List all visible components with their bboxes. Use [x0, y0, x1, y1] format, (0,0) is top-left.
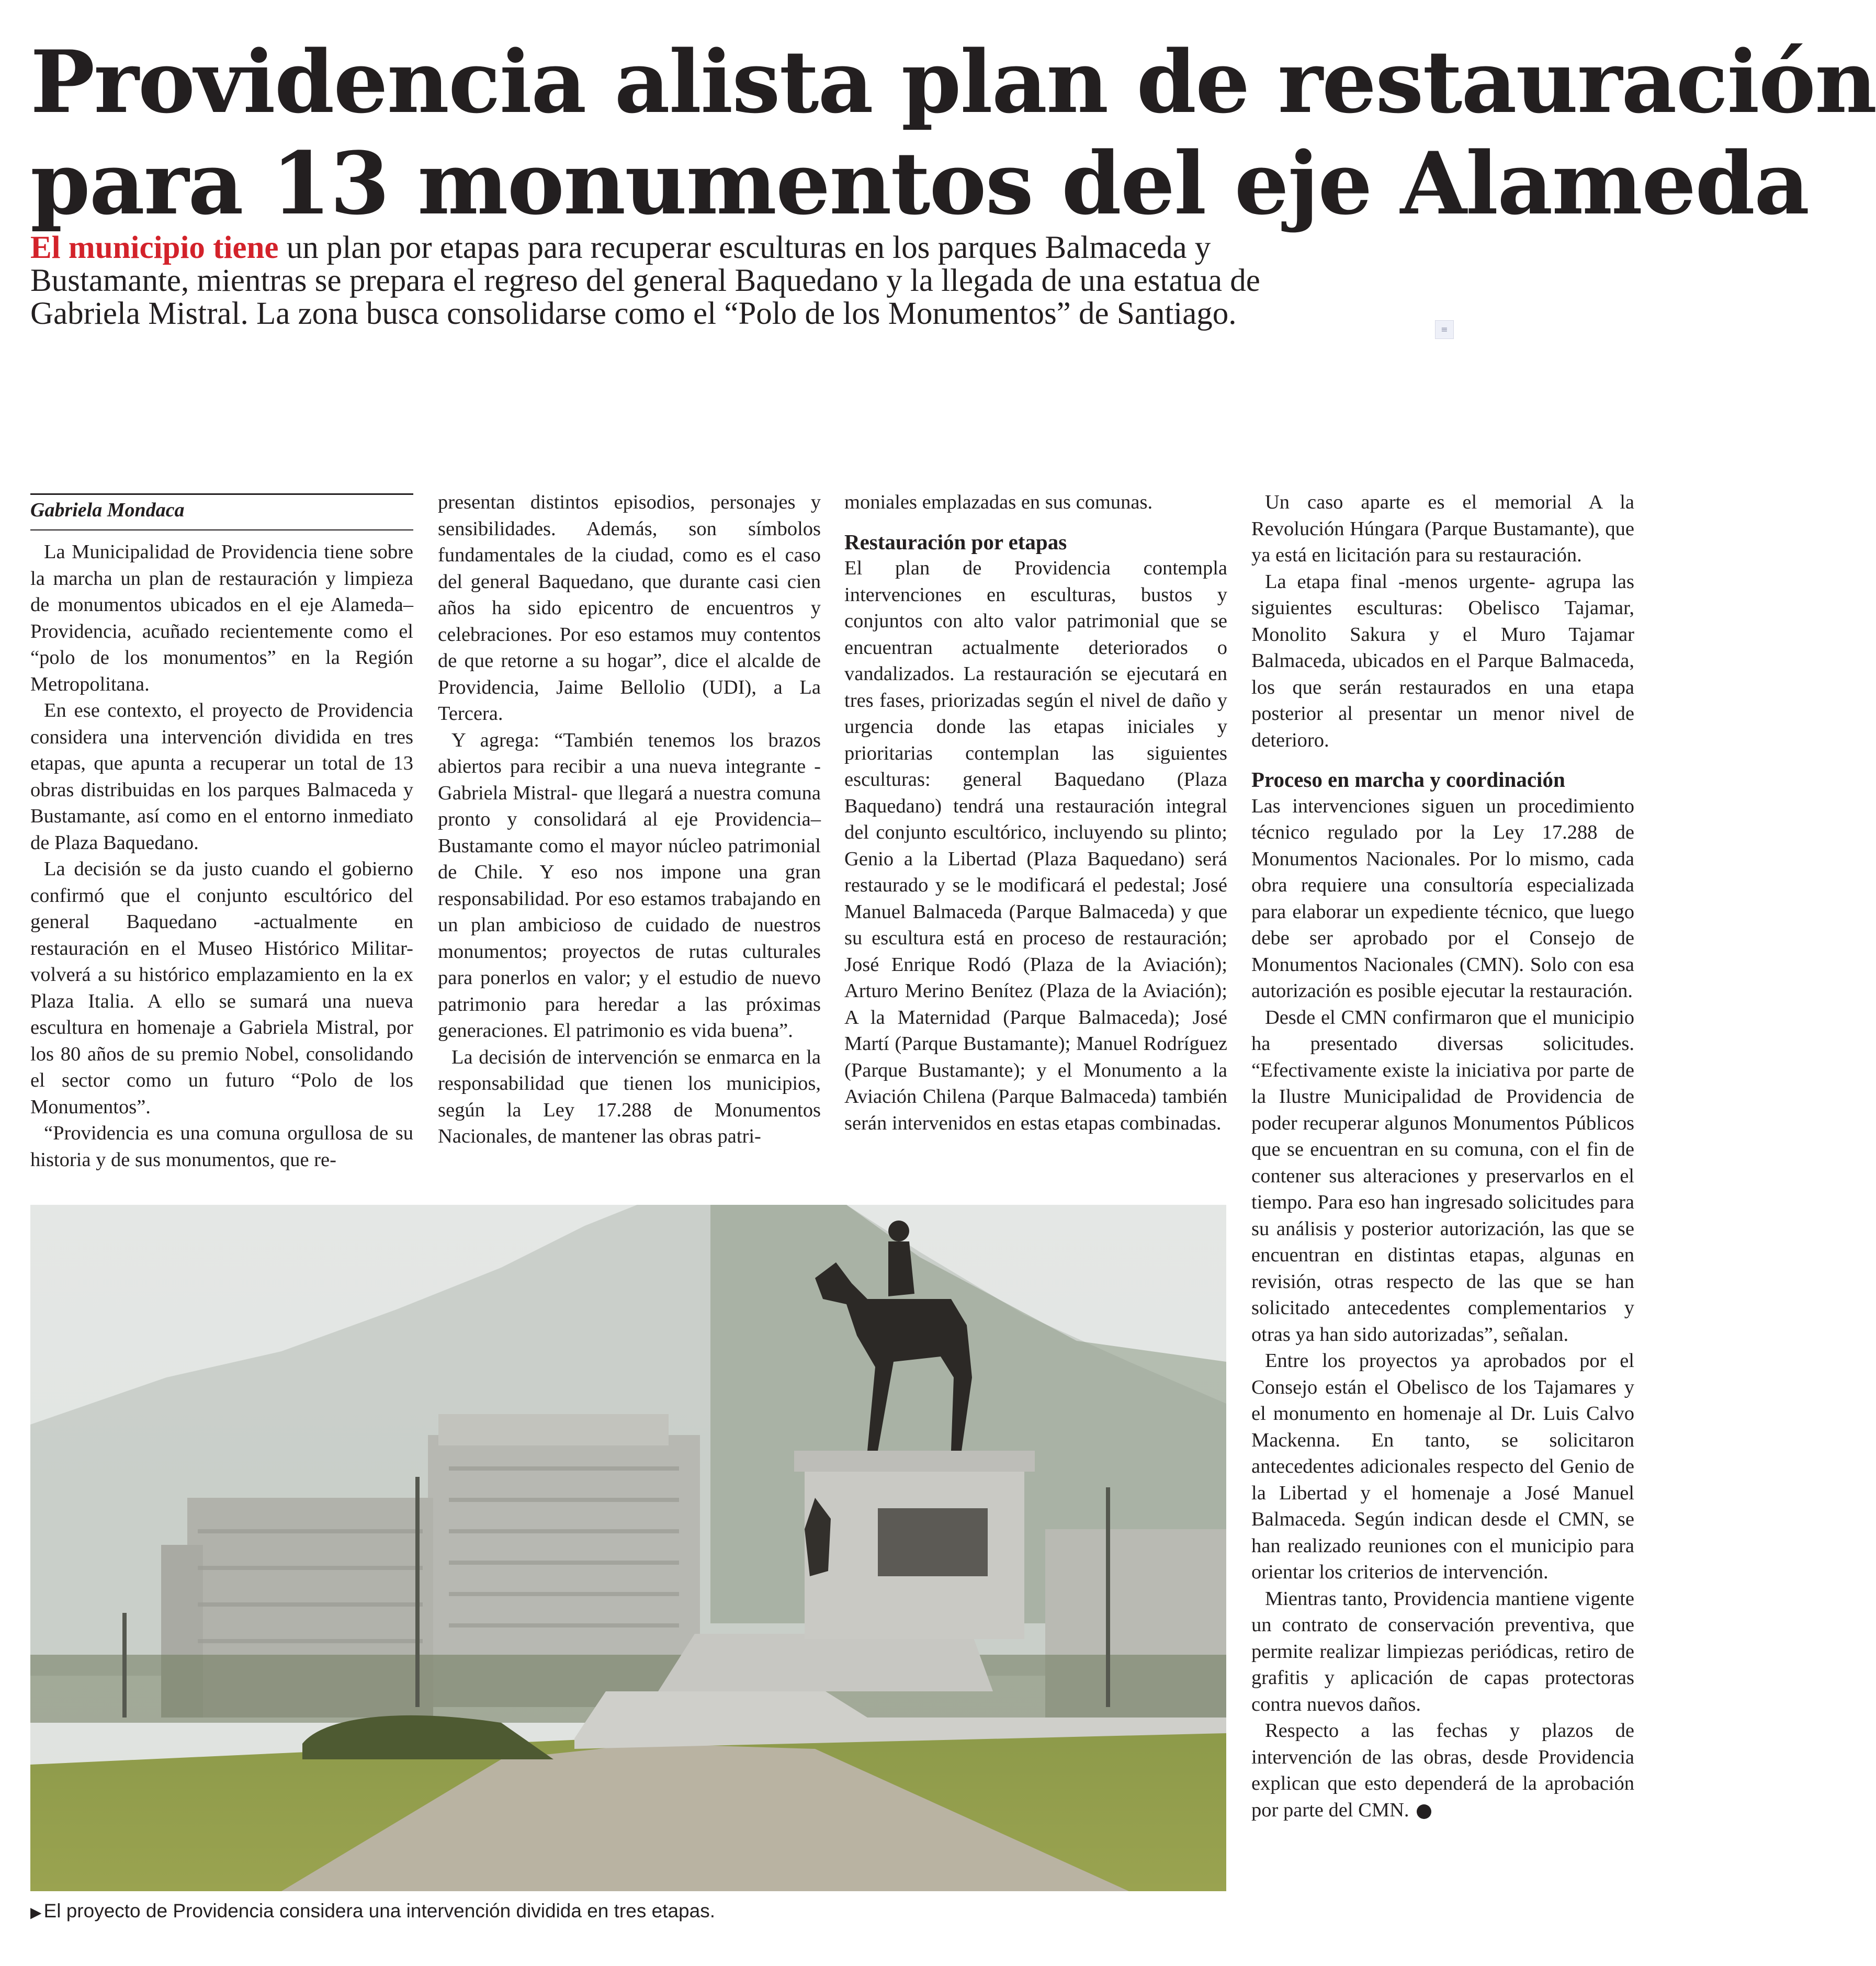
paragraph — [1251, 1718, 1634, 1823]
headline-line-2: para 13 monumentos del eje Alameda — [30, 133, 1809, 234]
headline-line-1: Providencia alista plan de restauración — [30, 31, 1876, 132]
article-column-2 — [438, 489, 821, 1150]
paragraph: Entre los proyectos ya aprobados por el Consejo están el Obelisco de los Tajamares y el monumento en homenaje al Dr. Luis Calvo Mackenna. En tanto, se solicitaron antecedentes adicionales respecto del Genio de la Libertad y el homenaje a José Manuel Balmaceda. Según indican desde el CMN, se han realizado reuniones con el municipio para orientar los criterios de intervención. — [1251, 1350, 1634, 1583]
paragraph: La decisión se da justo cuando el gobierno confirmó que el conjunto escultórico del general Baquedano -actualmente en restauración en el Museo Histórico Militar- volverá a su histórico emplazamiento en la ex Plaza Italia. A ello se sumará una nueva escultura en homenaje a Gabriela Mistral, por los 80 años de su premio Nobel, consolidando el sector como un futuro “Polo de los Monumentos”. — [30, 858, 413, 1118]
end-mark-icon — [1417, 1804, 1431, 1819]
article-column-3 — [844, 489, 1227, 1136]
caption-marker-icon: ▶ — [30, 1904, 42, 1920]
caption-text: El proyecto de Providencia considera una intervención dividida en tres etapas. — [43, 1900, 715, 1922]
paragraph: Mientras tanto, Providencia mantiene vigente un contrato de conservación preventiva, que permite realizar limpiezas periódicas, retiro de grafitis y aplicación de capas protectoras contra nuevos daños. — [1251, 1587, 1634, 1715]
article-column-4 — [1251, 489, 1634, 1823]
paragraph: En ese contexto, el proyecto de Providencia considera una intervención dividida en tres etapas, que apunta a recuperar un total de 13 obras distribuidas en los parques Balmaceda y Bustamante, así como en el entorno inmediato de Plaza Baquedano. — [30, 699, 413, 854]
deck-summary — [30, 231, 1296, 330]
byline-rule-top — [30, 493, 413, 495]
article-column-1 — [30, 539, 413, 1173]
byline-rule-bottom — [30, 529, 413, 530]
paragraph: Y agrega: “También tenemos los brazos abiertos para recibir a una nueva integrante -Gabriela Mistral- que llegará a nuestra comuna pronto y consolidará al eje Providencia–Bustamante como el mayor núcleo patrimonial de Chile. Y eso nos impone una gran responsabilidad. Por eso estamos trabajando en un plan ambicioso de cuidado de nuestros monumentos; proyectos de rutas culturales para ponerlos en valor; y el estudio de nuevo patrimonio para heredar a las próximas generaciones. El patrimonio es vida buena”. — [438, 729, 821, 1042]
paragraph: Desde el CMN confirmaron que el municipio ha presentado diversas solicitudes. “Efectivamente existe la iniciativa por parte de la Ilustre Municipalidad de Providencia de poder recuperar algunos Monumentos Públicos que se encuentran en su comuna, con el fin de contener sus alteraciones y preservarlos en el tiempo. Para eso han ingresado solicitudes para su análisis y posterior autorización, las que se encuentran en distintas etapas, algunas en revisión, otras respecto de las que se han solicitado antecedentes complementarios y otras ya han sido autorizadas”, señalan. — [1251, 1006, 1634, 1346]
section-heading-restauracion: Restauración por etapas — [844, 529, 1067, 554]
headline — [30, 31, 1876, 234]
paragraph: La decisión de intervención se enmarca en la responsabilidad que tienen los municipios, según la Ley 17.288 de Monumentos Nacionales, de mantener las obras patri- — [438, 1046, 821, 1147]
paragraph: Las intervenciones siguen un procedimiento técnico regulado por la Ley 17.288 de Monumentos Nacionales. Por lo mismo, cada obra requiere una consultoría especializada para elaborar un expediente técnico, que luego debe ser aprobado por el Consejo de Monumentos Nacionales (CMN). Solo con esa autorización es posible ejecutar la restauración. — [1251, 795, 1634, 1002]
deck-lead: El municipio tiene — [30, 230, 279, 265]
paragraph: presentan distintos episodios, personajes y sensibilidades. Además, son símbolos fundamentales de la ciudad, como es el caso del general Baquedano, que durante casi cien años ha sido epicentro de encuentros y celebraciones. Por eso estamos muy contentos de que retorne a su hogar”, dice el alcalde de Providencia, Jaime Bellolio (UDI), a La Tercera. — [438, 491, 821, 725]
section-heading-proceso: Proceso en marcha y coordinación — [1251, 767, 1565, 792]
paragraph: La Municipalidad de Providencia tiene sobre la marcha un plan de restauración y limpieza de monumentos ubicados en el eje Alameda–Providencia, acuñado recientemente como el “polo de los monumentos” en la Región Metropolitana. — [30, 541, 413, 695]
paragraph: moniales emplazadas en sus comunas. — [844, 491, 1153, 513]
paragraph: La etapa final -menos urgente- agrupa las siguientes esculturas: Obelisco Tajamar, Monolito Sakura y el Muro Tajamar Balmaceda, ubicados en el Parque Balmaceda, los que serán restaurados en una etapa posterior al presentar un menor nivel de deterioro. — [1251, 570, 1634, 751]
paragraph: “Providencia es una comuna orgullosa de su historia y de sus monumentos, que re- — [30, 1122, 413, 1171]
note-icon[interactable]: ≡ — [1435, 320, 1454, 339]
closing-text: Respecto a las fechas y plazos de intervención de las obras, desde Providencia explican que esto dependerá de la aprobación por parte del CMN. — [1251, 1720, 1634, 1821]
paragraph: Un caso aparte es el memorial A la Revolución Húngara (Parque Bustamante), que ya está en licitación para su restauración. — [1251, 491, 1634, 566]
paragraph: El plan de Providencia contempla intervenciones en esculturas, bustos y conjuntos con alto valor patrimonial que se encuentran actualmente deteriorados o vandalizados. La restauración se ejecutará en tres fases, priorizadas según el nivel de daño y urgencia donde las etapas iniciales y prioritarias contemplan las siguientes esculturas: general Baquedano (Plaza Baquedano) tendrá una restauración integral del conjunto escultórico, incluyendo su plinto; Genio a la Libertad (Plaza Baquedano) será restaurado y se le modificará el pedestal; José Manuel Balmaceda (Parque Balmaceda) y que su escultura está en proceso de restauración; José Enrique Rodó (Plaza de la Aviación); Arturo Merino Benítez (Plaza de la Aviación); A la Maternidad (Parque Balmaceda); José Martí (Parque Bustamante); Manuel Rodríguez (Parque Bustamante); y el Monumento a la Aviación Chilena (Parque Balmaceda) también serán intervenidos en estas etapas combinadas. — [844, 557, 1227, 1134]
pedestal-plaque — [878, 1508, 988, 1576]
byline: Gabriela Mondaca — [30, 499, 185, 521]
photo-caption — [30, 1898, 715, 1926]
monument-photo — [30, 1205, 1226, 1891]
deck-text: un plan por etapas para recuperar esculturas en los parques Balmaceda y Bustamante, mientras se prepara el regreso del general Baquedano y la llegada de una estatua de Gabriela Mistral. La zona busca consolidarse como el “Polo de los Monumentos” de Santiago. — [30, 230, 1260, 331]
